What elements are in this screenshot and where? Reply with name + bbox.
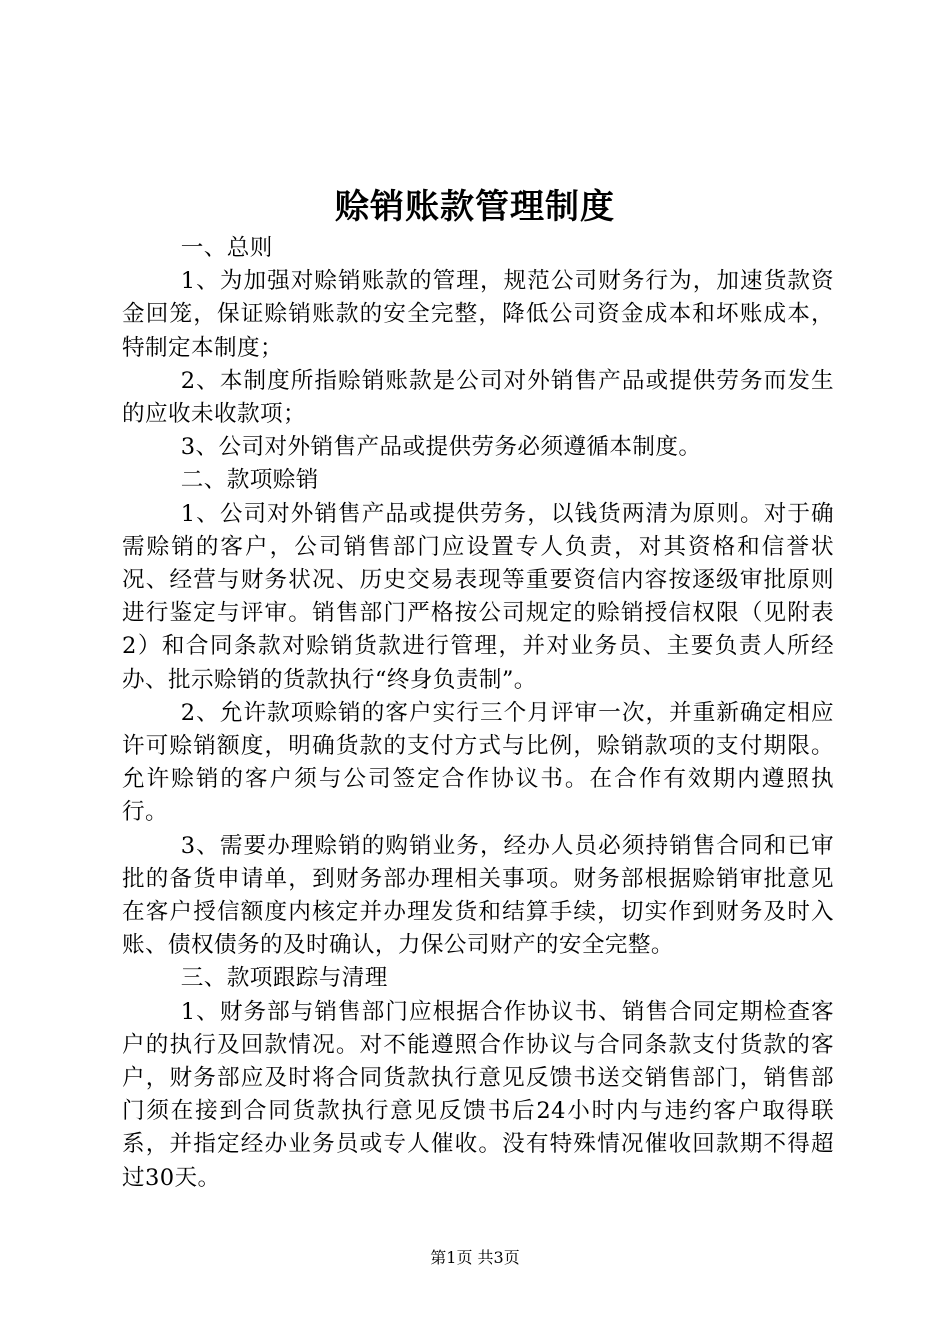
section-heading-general: 一、总则 (180, 235, 273, 261)
paragraph: 1、财务部与销售部门应根据合作协议书、销售合同定期检查客户的执行及回款情况。对不能遵照合作协议与合同条款支付货款的客户，财务部应及时将合同货款执行意见反馈书送交销售部门，销售部门须在接到合同货款执行意见反馈书后24小时内与违约客户取得联系，并指定经办业务员或专人催收。没有特殊情况催收回款期不得超过30天。 (122, 998, 834, 1191)
paragraph: 3、需要办理赊销的购销业务，经办人员必须持销售合同和已审批的备货申请单，到财务部办理相关事项。财务部根据赊销审批意见在客户授信额度内核定并办理发货和结算手续，切实作到财务及时入账、债权债务的及时确认，力保公司财产的安全完整。 (122, 832, 834, 959)
page-number-footer: 第1页 共3页 (430, 1248, 520, 1267)
document-body (122, 232, 834, 1195)
paragraph: 1、为加强对赊销账款的管理，规范公司财务行为，加速货款资金回笼，保证赊销账款的安全完整，降低公司资金成本和坏账成本，特制定本制度； (122, 268, 834, 361)
paragraph: 2、允许款项赊销的客户实行三个月评审一次，并重新确定相应许可赊销额度，明确货款的支付方式与比例，赊销款项的支付期限。允许赊销的客户须与公司签定合作协议书。在合作有效期内遵照执行。 (122, 699, 834, 826)
paragraph: 3、公司对外销售产品或提供劳务必须遵循本制度。 (180, 434, 702, 461)
paragraph: 2、本制度所指赊销账款是公司对外销售产品或提供劳务而发生的应收未收款项； (122, 367, 834, 428)
section-heading-tracking: 三、款项跟踪与清理 (180, 965, 388, 992)
paragraph: 1、公司对外销售产品或提供劳务，以钱货两清为原则。对于确需赊销的客户，公司销售部门应设置专人负责，对其资格和信誉状况、经营与财务状况、历史交易表现等重要资信内容按逐级审批原则进行鉴定与评审。销售部门严格按公司规定的赊销授信权限（见附表2）和合同条款对赊销货款进行管理，并对业务员、主要负责人所经办、批示赊销的货款执行“终身负责制”。 (122, 500, 834, 693)
section-heading-credit-sales: 二、款项赊销 (180, 467, 319, 494)
document-title: 赊销账款管理制度 (335, 187, 615, 227)
